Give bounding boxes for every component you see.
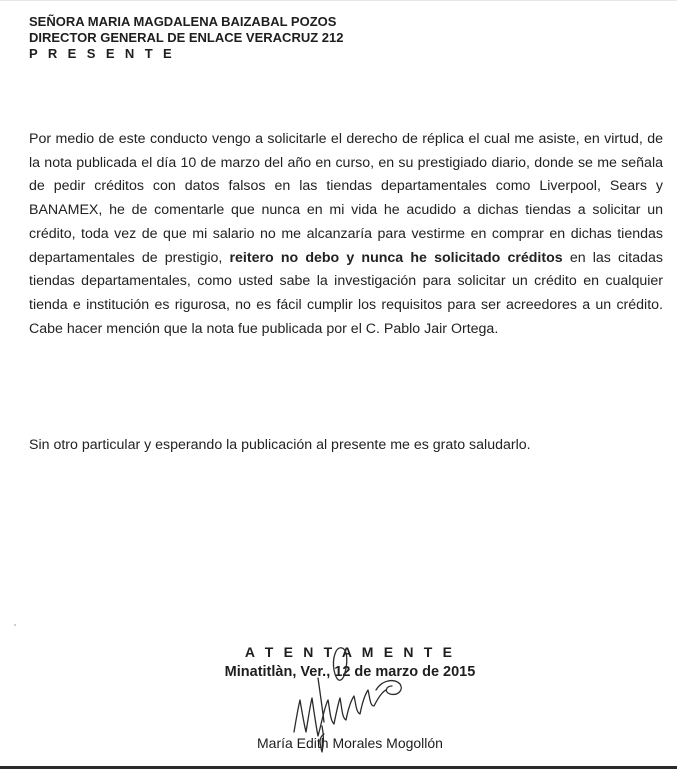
scan-speck [14, 624, 16, 626]
body-paragraph-2: Sin otro particular y esperando la publicación al presente me es grato saludarlo. [29, 437, 531, 453]
atentamente-heading: A T E N T A M E N T E [244, 644, 456, 660]
addressee-name: SEÑORA MARIA MAGDALENA BAIZABAL POZOS [29, 14, 337, 29]
paragraph-1-text-start: Por medio de este conducto vengo a solicitarle el derecho de réplica el cual me asiste, en virtud, de la nota publicada el día 10 de marzo del año en curso, en su prestigiado diario, donde se me señala de pedir créditos con datos falsos en las tiendas departamentales como Liverpool, Sears y BANAMEX, he de comentarle que nunca en mi vida he acudido a dichas tiendas a solicitar un crédito, toda vez de que mi salario no me alcanzaría para vestirme en comprar en dichas tiendas departamentales de prestigio, [29, 131, 663, 266]
presente-line: P R E S E N T E [29, 46, 176, 61]
addressee-title: DIRECTOR GENERAL DE ENLACE VERACRUZ 212 [29, 30, 344, 45]
place-date-line: Minatitlàn, Ver., 12 de marzo de 2015 [224, 664, 476, 680]
body-paragraph-1 [29, 128, 663, 341]
paragraph-1-text-end: en las citadas tiendas departamentales, como usted sabe la investigación para solicitar un crédito en cualquier tienda e institución es rigurosa, no es fácil cumplir los requisitos para ser acreedores a un crédito. Cabe hacer mención que la nota fue publicada por el C. Pablo Jair Ortega. [29, 249, 664, 337]
addressee-block [29, 14, 343, 62]
bottom-edge-line [0, 766, 677, 769]
signer-name: María Edith Morales Mogollón [257, 735, 443, 751]
handwritten-signature [278, 640, 428, 760]
paragraph-1-bold-statement: reitero no debo y nunca he solicitado créditos [229, 249, 563, 266]
top-edge-line [0, 0, 677, 1]
